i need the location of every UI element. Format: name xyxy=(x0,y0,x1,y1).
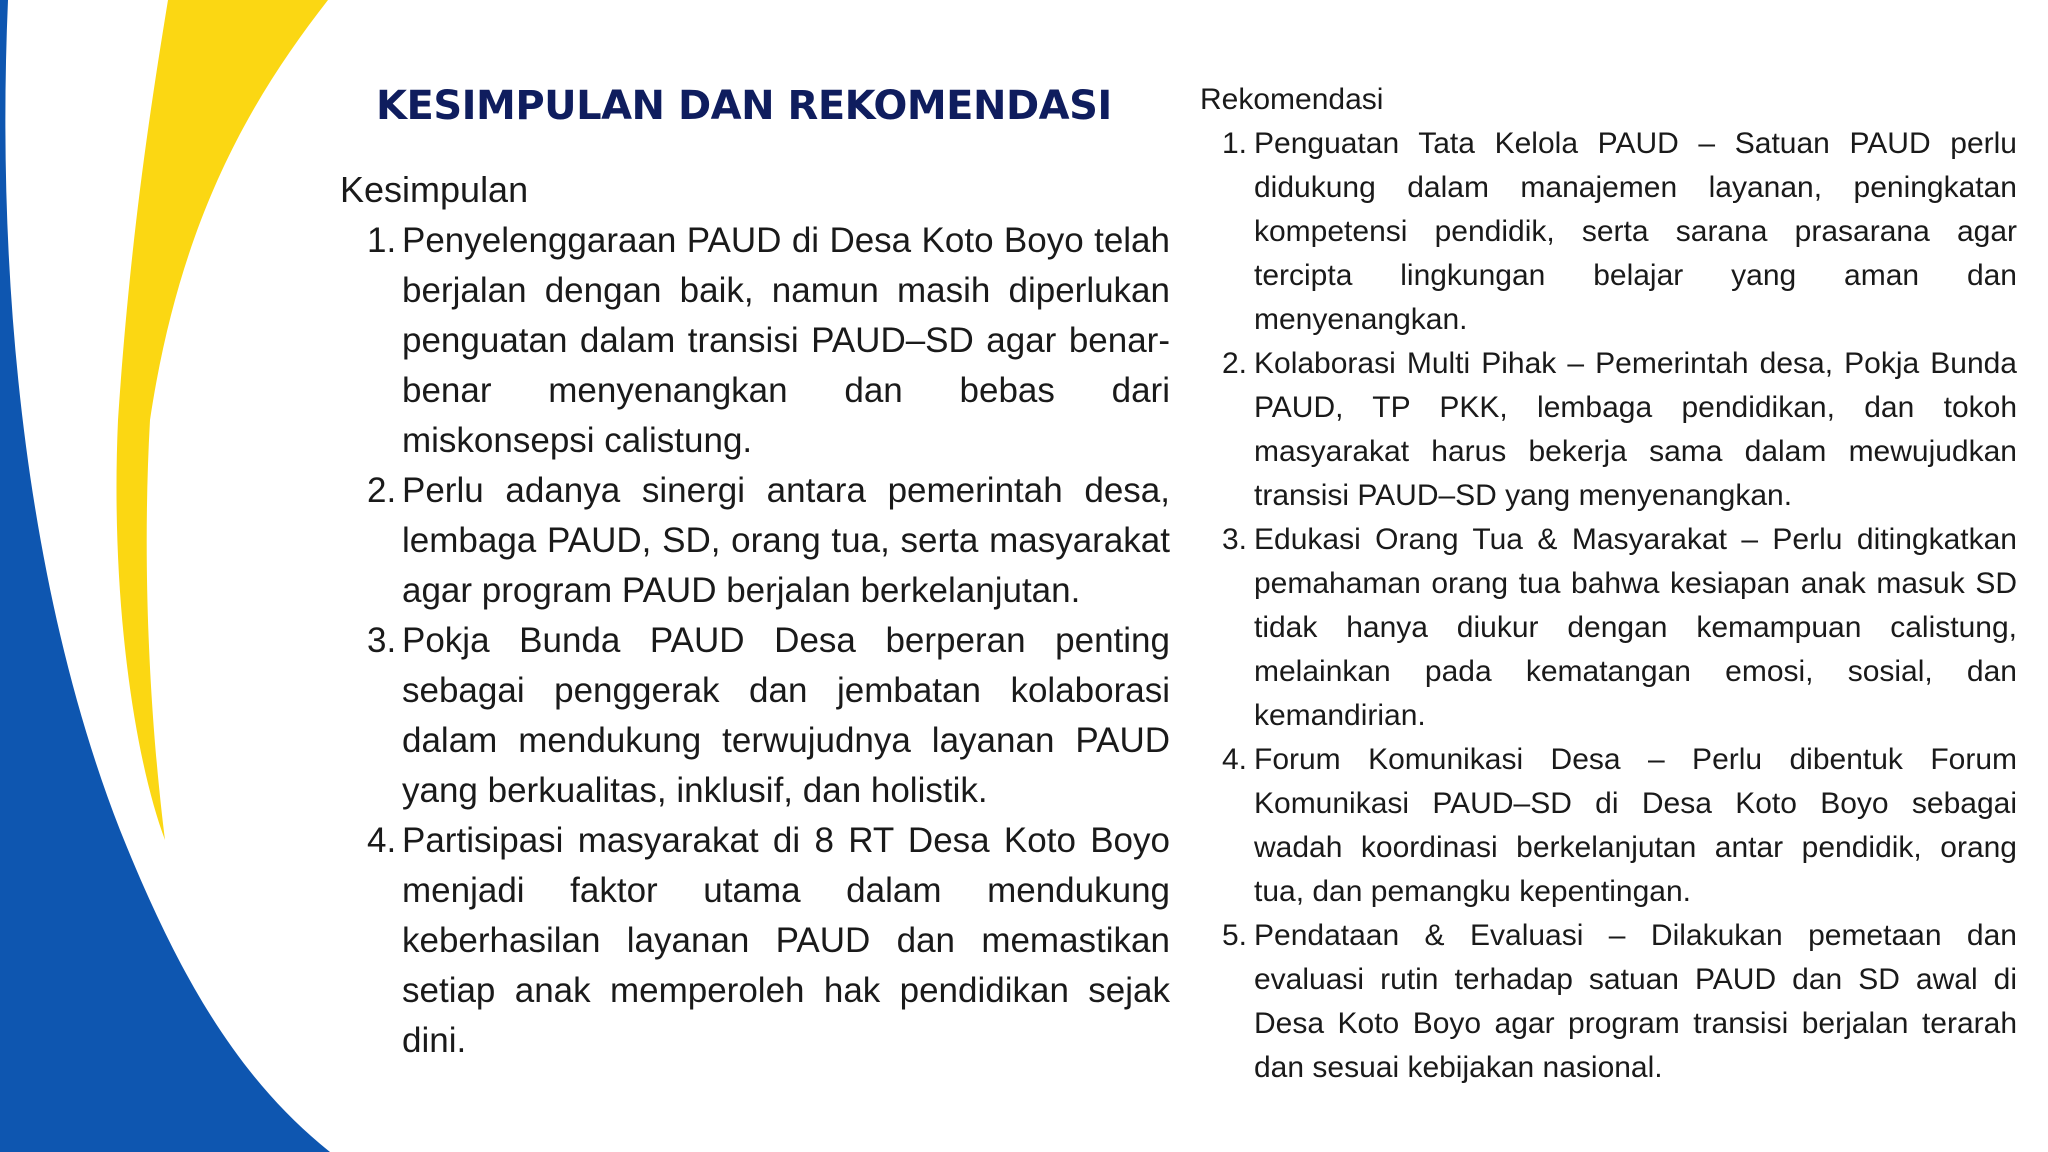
rekomendasi-item xyxy=(1200,914,2017,1090)
rekomendasi-heading: Rekomendasi xyxy=(1200,83,1384,116)
item-number: 4. xyxy=(1222,743,1248,776)
decorative-curves xyxy=(0,0,340,1152)
item-text: Partisipasi masyarakat di 8 RT Desa Koto Boyo menjadi faktor utama dalam mendukung keberhasilan layanan PAUD dan memastikan setiap anak memperoleh hak pendidikan sejak dini. xyxy=(402,821,1170,1060)
kesimpulan-list xyxy=(340,216,1170,1066)
kesimpulan-heading: Kesimpulan xyxy=(340,169,529,210)
item-number: 1. xyxy=(1222,127,1248,160)
item-number: 4. xyxy=(367,821,397,860)
item-text: Kolaborasi Multi Pihak – Pemerintah desa, Pokja Bunda PAUD, TP PKK, lembaga pendidikan, dan tokoh masyarakat harus bekerja sama dalam mewujudkan transisi PAUD–SD yang menyenangkan. xyxy=(1254,347,2017,512)
item-text: Penyelenggaraan PAUD di Desa Koto Boyo telah berjalan dengan baik, namun masih diperlukan penguatan dalam transisi PAUD–SD agar benar-benar menyenangkan dan bebas dari miskonsepsi calistung. xyxy=(402,221,1170,460)
kesimpulan-section xyxy=(340,162,1170,1066)
item-number: 3. xyxy=(1222,523,1248,556)
rekomendasi-item xyxy=(1200,518,2017,738)
item-text: Edukasi Orang Tua & Masyarakat – Perlu ditingkatkan pemahaman orang tua bahwa kesiapan anak masuk SD tidak hanya diukur dengan kemampuan calistung, melainkan pada kematangan emosi, sosial, dan kemandirian. xyxy=(1254,523,2017,732)
kesimpulan-item xyxy=(340,466,1170,616)
kesimpulan-item xyxy=(340,216,1170,466)
item-text: Penguatan Tata Kelola PAUD – Satuan PAUD perlu didukung dalam manajemen layanan, peningkatan kompetensi pendidik, serta sarana prasarana agar tercipta lingkungan belajar yang aman dan menyenangkan. xyxy=(1254,127,2017,336)
yellow-curve-band xyxy=(116,0,328,840)
rekomendasi-item xyxy=(1200,122,2017,342)
item-number: 1. xyxy=(367,221,397,260)
item-number: 3. xyxy=(367,621,397,660)
item-text: Pokja Bunda PAUD Desa berperan penting sebagai penggerak dan jembatan kolaborasi dalam mendukung terwujudnya layanan PAUD yang berkualitas, inklusif, dan holistik. xyxy=(402,621,1170,810)
rekomendasi-section xyxy=(1200,78,2017,1090)
rekomendasi-item xyxy=(1200,738,2017,914)
item-number: 2. xyxy=(367,471,397,510)
slide-title: KESIMPULAN DAN REKOMENDASI xyxy=(376,83,1112,129)
kesimpulan-item xyxy=(340,616,1170,816)
kesimpulan-item xyxy=(340,816,1170,1066)
item-number: 2. xyxy=(1222,347,1248,380)
item-number: 5. xyxy=(1222,919,1248,952)
rekomendasi-list xyxy=(1200,122,2017,1090)
rekomendasi-item xyxy=(1200,342,2017,518)
item-text: Perlu adanya sinergi antara pemerintah desa, lembaga PAUD, SD, orang tua, serta masyarakat agar program PAUD berjalan berkelanjutan. xyxy=(402,471,1170,610)
item-text: Forum Komunikasi Desa – Perlu dibentuk Forum Komunikasi PAUD–SD di Desa Koto Boyo sebagai wadah koordinasi berkelanjutan antar pendidik, orang tua, dan pemangku kepentingan. xyxy=(1254,743,2017,908)
item-text: Pendataan & Evaluasi – Dilakukan pemetaan dan evaluasi rutin terhadap satuan PAUD dan SD awal di Desa Koto Boyo agar program transisi berjalan terarah dan sesuai kebijakan nasional. xyxy=(1254,919,2017,1084)
